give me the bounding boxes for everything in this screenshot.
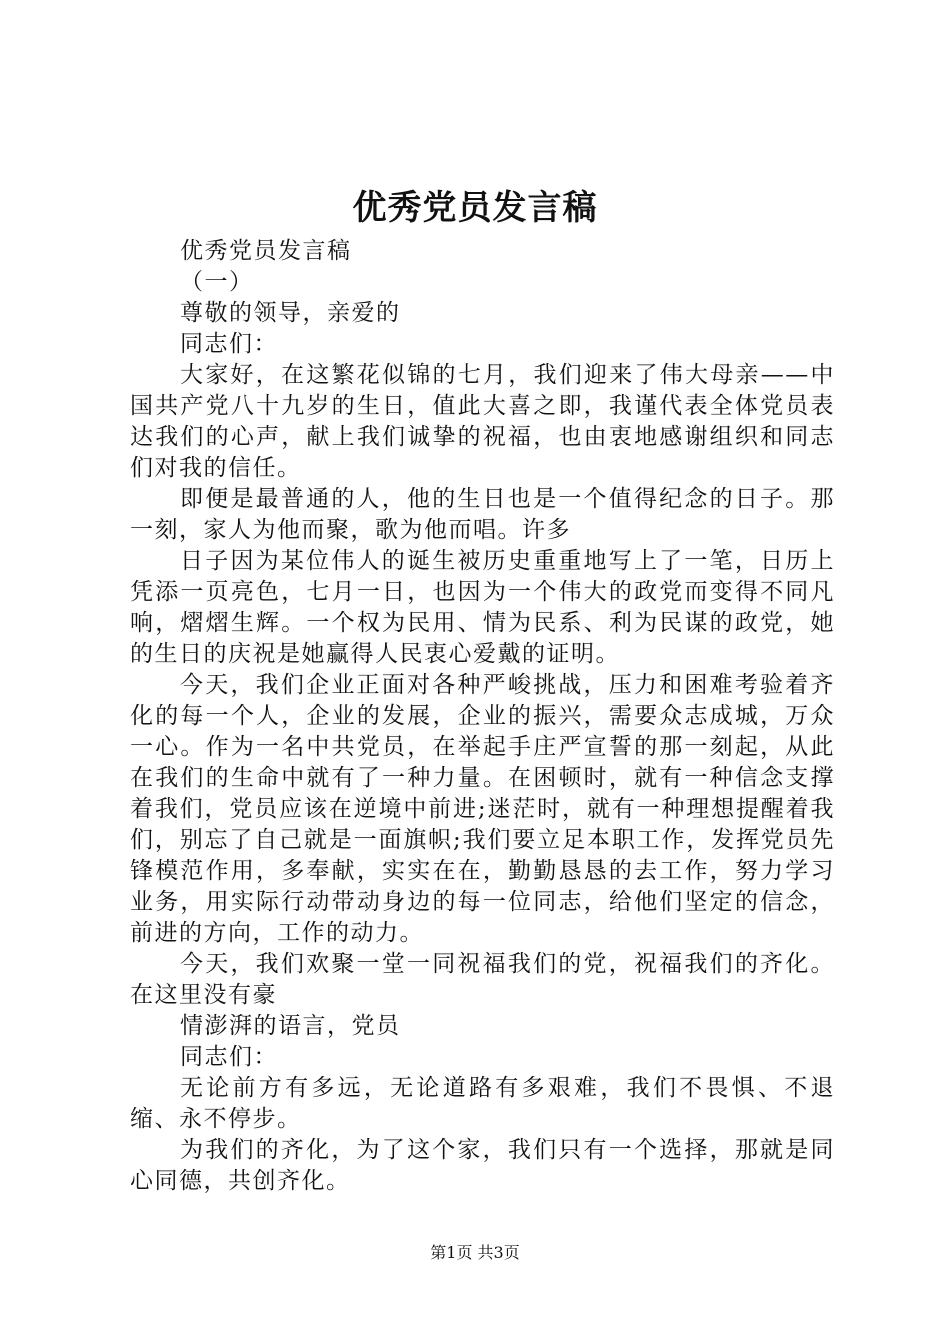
- paragraph: 为我们的齐化，为了这个家，我们只有一个选择，那就是同心同德，共创齐化。: [130, 1137, 835, 1194]
- paragraph: 今天，我们企业正面对各种严峻挑战，压力和困难考验着齐化的每一个人，企业的发展，企业的振兴，需要众志成城，万众一心。作为一名中共党员，在举起手庄严宣誓的那一刻起，从此在我们的生命中就有了一种力量。在困顿时，就有一种信念支撑着我们，党员应该在逆境中前进;迷茫时，就有一种理想提醒着我们，别忘了自己就是一面旗帜;我们要立足本职工作，发挥党员先锋模范作用，多奉献，实实在在，勤勤恳恳的去工作，努力学习业务，用实际行动带动身边的每一位同志，给他们坚定的信念，前进的方向，工作的动力。: [130, 672, 835, 946]
- paragraph: 今天，我们欢聚一堂一同祝福我们的党，祝福我们的齐化。在这里没有豪: [130, 951, 835, 1008]
- paragraph: 尊敬的领导，亲爱的: [180, 300, 401, 326]
- paragraph: 即便是最普通的人，他的生日也是一个值得纪念的日子。那一刻，家人为他而聚，歌为他而唱。许多: [130, 486, 835, 543]
- page-number-footer: 第1页 共3页: [430, 1243, 520, 1262]
- paragraph: 大家好，在这繁花似锦的七月，我们迎来了伟大母亲——中国共产党八十九岁的生日，值此大喜之即，我谨代表全体党员表达我们的心声，献上我们诚挚的祝福，也由衷地感谢组织和同志们对我的信任。: [130, 362, 835, 481]
- document-title: 优秀党员发言稿: [352, 188, 598, 228]
- paragraph: 日子因为某位伟人的诞生被历史重重地写上了一笔，日历上凭添一页亮色，七月一日，也因为一个伟大的政党而变得不同凡响，熠熠生辉。一个权为民用、情为民系、利为民谋的政党，她的生日的庆祝是她赢得人民衷心爱戴的证明。: [130, 548, 835, 667]
- paragraph: 优秀党员发言稿: [180, 238, 352, 264]
- document-body: [130, 236, 835, 1197]
- paragraph: 情澎湃的语言，党员: [180, 1013, 401, 1039]
- paragraph: 同志们：: [180, 331, 278, 357]
- paragraph: 同志们：: [180, 1044, 278, 1070]
- paragraph: （一）: [180, 269, 254, 295]
- paragraph: 无论前方有多远，无论道路有多艰难，我们不畏惧、不退缩、永不停步。: [130, 1075, 835, 1132]
